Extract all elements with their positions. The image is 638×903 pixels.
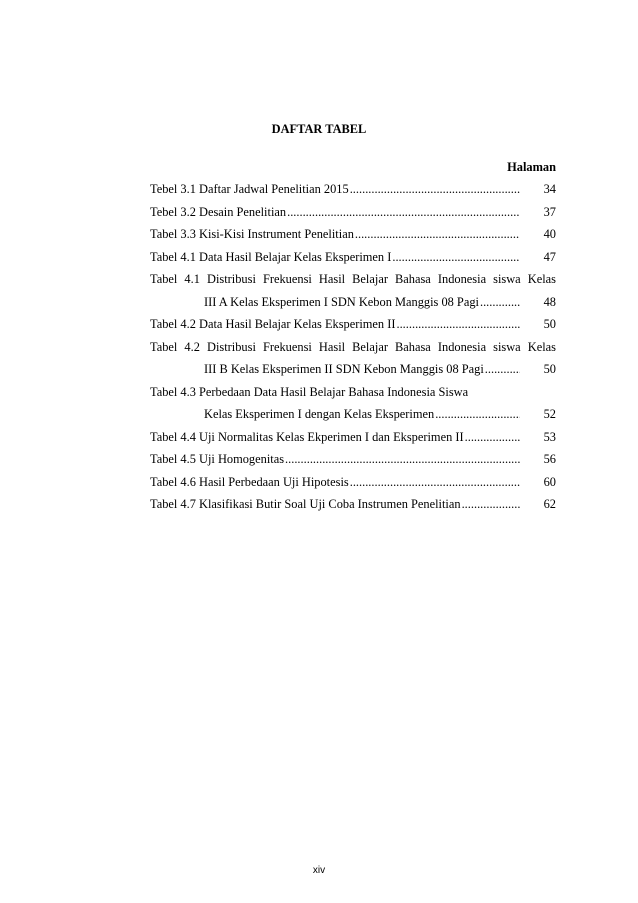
toc-entry-page: 60	[543, 474, 556, 489]
toc-leader-dots	[349, 178, 520, 201]
toc-entry	[150, 223, 556, 246]
toc-entry-page: 56	[543, 452, 556, 466]
toc-leader-dots	[434, 403, 520, 426]
toc-entry-label: III A Kelas Eksperimen I SDN Kebon Manggis 08 Pagi	[204, 294, 479, 309]
toc-entry-label: Tabel 4.5 Uji Homogenitas	[150, 452, 285, 466]
toc-entry	[150, 201, 556, 224]
toc-entry-label: Tabel 4.6 Hasil Perbedaan Uji Hipotesis	[150, 474, 349, 489]
toc-entry-label: Tabel 4.7 Klasifikasi Butir Soal Uji Coba Instrumen Penelitian	[150, 497, 461, 511]
toc-entry-first-line: Tabel 4.2 Distribusi Frekuensi Hasil Belajar Bahasa Indonesia siswa Kelas	[150, 339, 556, 354]
toc-entry	[150, 291, 556, 314]
toc-leader-dots	[464, 426, 520, 449]
toc-entry-label: Kelas Eksperimen I dengan Kelas Eksperimen	[204, 407, 435, 421]
toc-entry-label: Tebel 3.2 Desain Penelitian	[150, 204, 287, 219]
toc-entry-label: Tabel 4.4 Uji Normalitas Kelas Ekperimen I dan Eksperimen II	[150, 429, 464, 444]
toc-entry	[150, 178, 556, 201]
toc-leader-dots	[395, 313, 520, 336]
toc-entry-page: 53	[543, 429, 556, 444]
toc-leader-dots	[286, 201, 520, 224]
toc-leader-dots	[349, 471, 520, 494]
toc-entry-page: 34	[543, 182, 556, 196]
toc-entry-first-line: Tabel 4.1 Distribusi Frekuensi Hasil Belajar Bahasa Indonesia siswa Kelas	[150, 272, 556, 286]
toc-entry	[150, 493, 556, 516]
toc-entry-label: III B Kelas Eksperimen II SDN Kebon Manggis 08 Pagi	[204, 362, 484, 376]
toc-entry	[150, 448, 556, 471]
toc-leader-dots	[354, 223, 520, 246]
toc-entry-page: 48	[543, 294, 556, 309]
toc-leader-dots	[479, 291, 520, 314]
toc-entry	[150, 313, 556, 336]
toc-entry	[150, 471, 556, 494]
page-column-header: Halaman	[507, 160, 556, 174]
toc-entry	[150, 403, 556, 426]
toc-leader-dots	[484, 358, 520, 381]
toc-entry-page: 52	[543, 407, 556, 421]
toc-entry	[150, 246, 556, 269]
toc-leader-dots	[391, 246, 520, 269]
toc-entry-page: 37	[543, 204, 556, 219]
toc-entry-page: 62	[543, 497, 556, 511]
toc-entry-page: 47	[543, 249, 556, 264]
toc-entry-page: 50	[543, 362, 556, 376]
toc-entry-page: 50	[543, 317, 556, 331]
toc-entry-label: Tebel 3.1 Daftar Jadwal Penelitian 2015	[150, 182, 349, 196]
toc-leader-dots	[461, 493, 520, 516]
page-number: xiv	[312, 865, 326, 876]
toc-entry-label: Tabel 4.1 Data Hasil Belajar Kelas Eksperimen I	[150, 249, 392, 264]
toc-leader-dots	[284, 448, 520, 471]
page-title: DAFTAR TABEL	[271, 122, 367, 136]
toc-entry	[150, 358, 556, 381]
toc-entry-label: Tabel 3.3 Kisi-Kisi Instrument Penelitian	[150, 227, 354, 241]
toc-entry-label: Tabel 4.2 Data Hasil Belajar Kelas Eksperimen II	[150, 317, 396, 331]
toc-entry-page: 40	[543, 227, 556, 241]
table-of-tables	[150, 178, 556, 516]
toc-entry	[150, 426, 556, 449]
toc-entry-first-line: Tabel 4.3 Perbedaan Data Hasil Belajar Bahasa Indonesia Siswa	[150, 384, 469, 399]
